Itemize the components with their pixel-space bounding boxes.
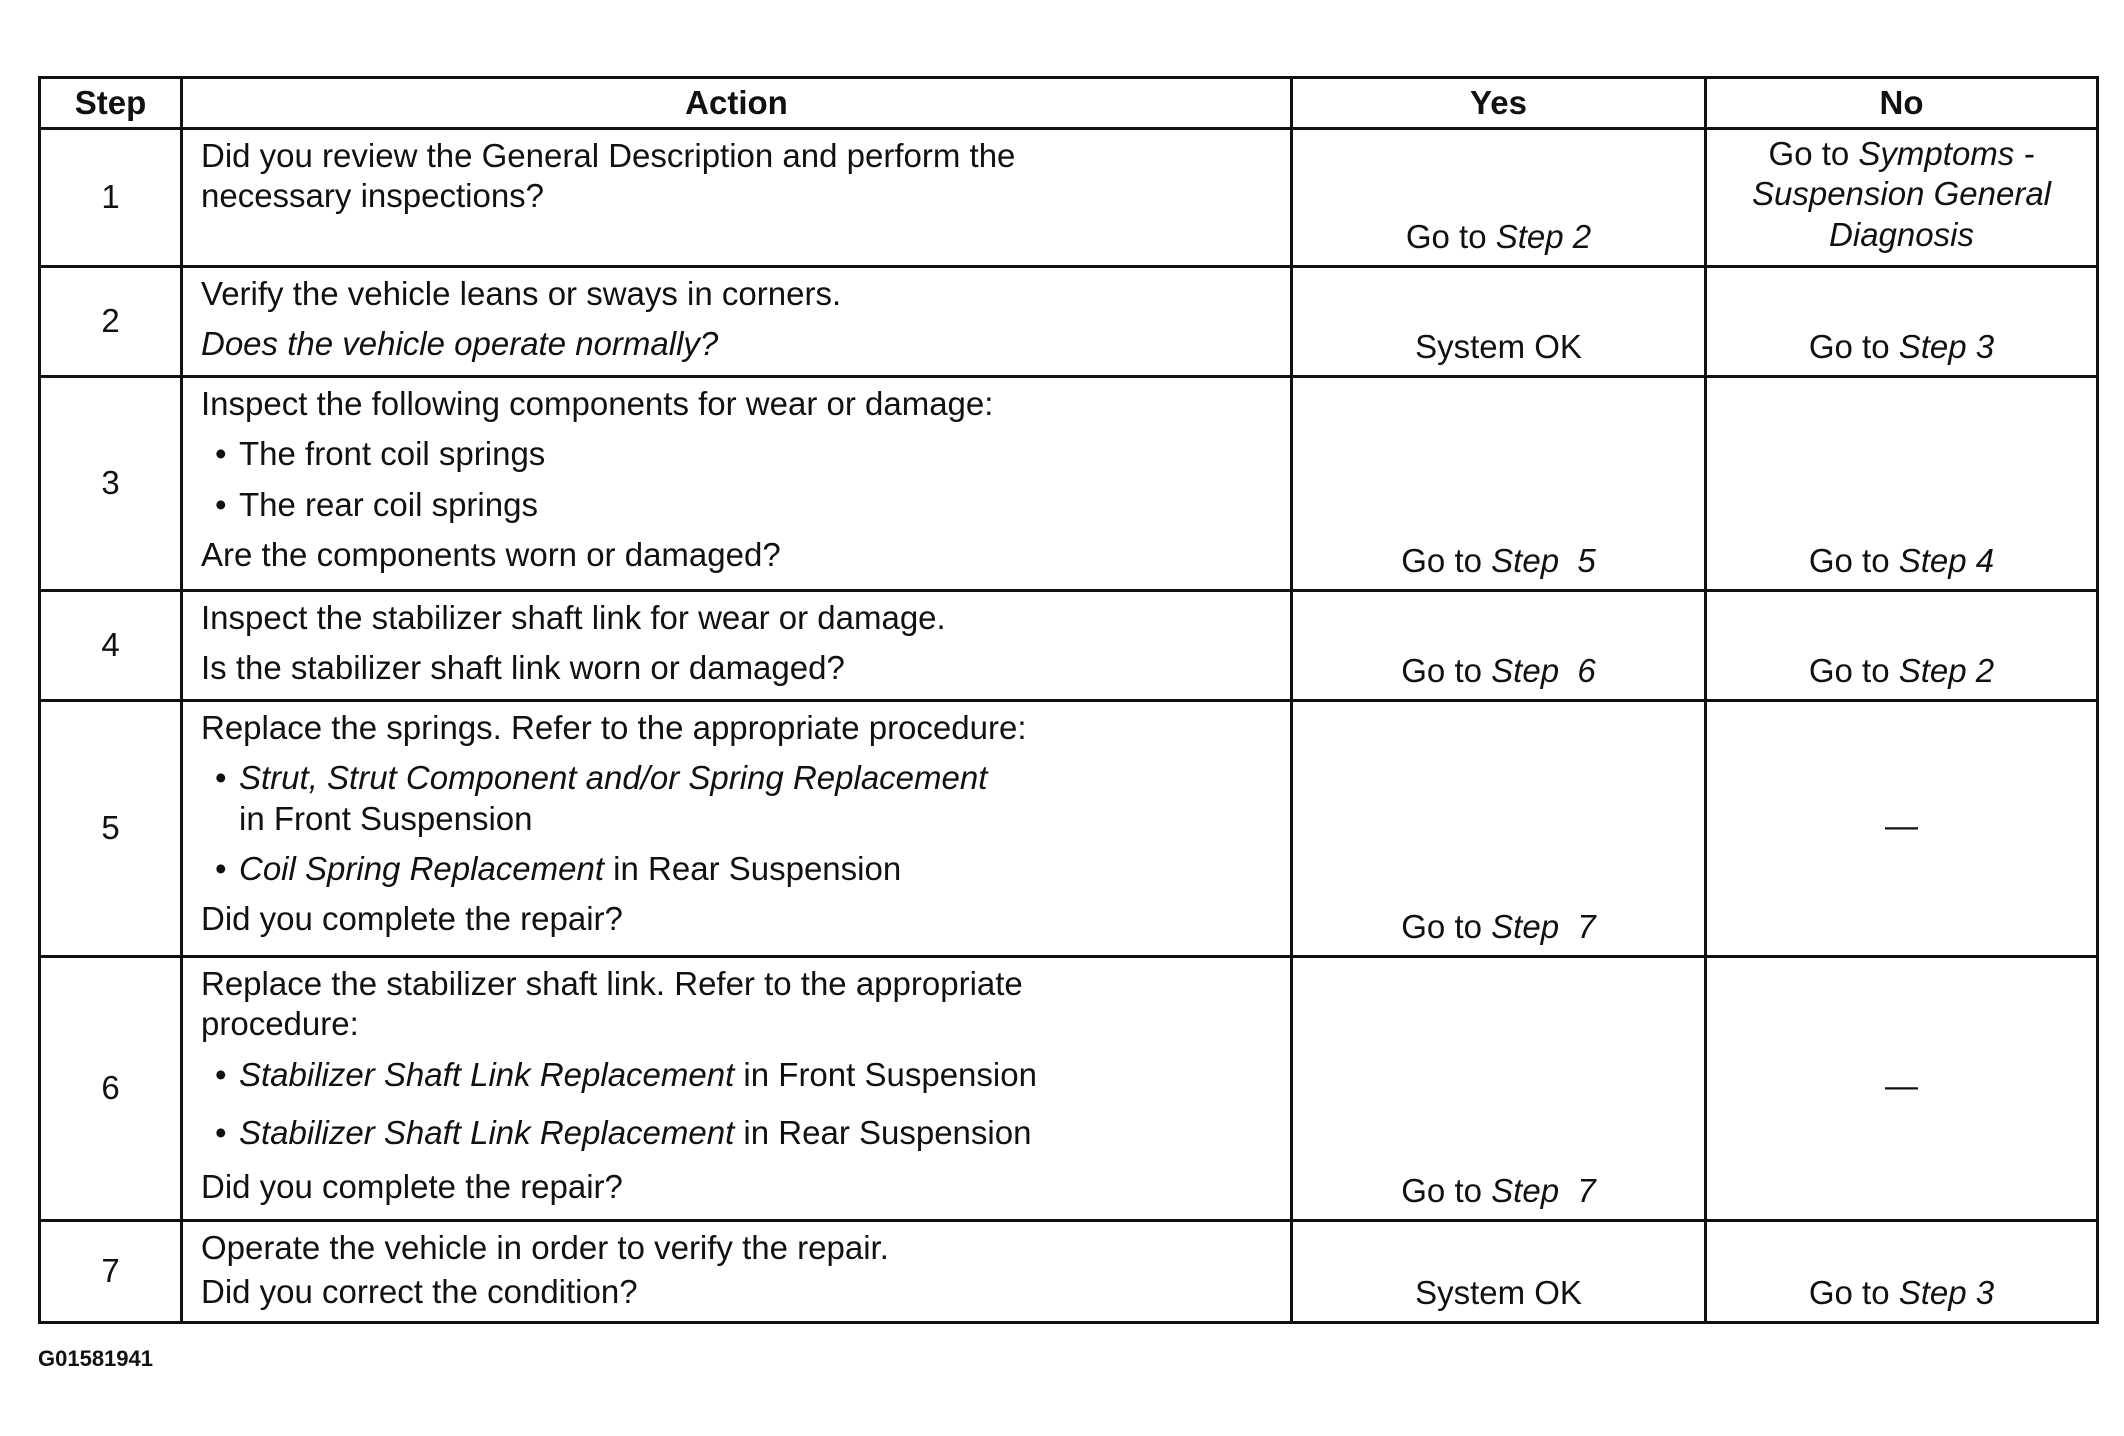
step-number: 3 <box>40 377 182 591</box>
step-number: 7 <box>40 1221 182 1323</box>
no-prefix: Go to <box>1808 651 1899 689</box>
procedure-link: Strut, Strut Component and/or Spring Replacement <box>239 759 988 797</box>
diagnostic-table <box>38 76 2099 1324</box>
bullet-item: • The rear coil springs <box>201 485 1276 525</box>
no-step-ref: Step 3 <box>1898 1273 1995 1311</box>
yes-prefix: Go to <box>1401 541 1492 579</box>
no-cell <box>1706 701 2098 957</box>
step-number: 4 <box>40 591 182 701</box>
header-no: No <box>1706 78 2098 129</box>
action-text: Verify the vehicle leans or sways in corners. <box>201 275 842 312</box>
no-cell <box>1706 267 2098 377</box>
no-cell <box>1706 129 2098 267</box>
no-prefix: Go to <box>1808 327 1899 365</box>
table-row <box>40 701 2098 957</box>
no-step-ref: Step 2 <box>1898 651 1995 689</box>
table-row <box>40 591 2098 701</box>
header-yes: Yes <box>1292 78 1706 129</box>
action-question: Did you complete the repair? <box>201 900 623 937</box>
step-number: 2 <box>40 267 182 377</box>
yes-cell <box>1292 957 1706 1221</box>
bullet-item <box>201 758 1276 839</box>
no-cell <box>1706 377 2098 591</box>
bullet-item: • The front coil springs <box>201 434 1276 474</box>
yes-step-ref: Step 2 <box>1495 217 1592 255</box>
action-text: Operate the vehicle in order to verify the repair. <box>201 1229 889 1266</box>
action-cell <box>182 701 1292 957</box>
yes-cell <box>1292 377 1706 591</box>
action-cell <box>182 267 1292 377</box>
procedure-link: Stabilizer Shaft Link Replacement <box>239 1055 735 1093</box>
no-step-ref: Step 4 <box>1898 541 1995 579</box>
no-cell <box>1706 591 2098 701</box>
no-dash: — <box>1885 807 1918 845</box>
action-text: Replace the springs. Refer to the appropriate procedure: <box>201 709 1027 746</box>
action-text: Inspect the following components for wear or damage: <box>201 385 994 422</box>
bullet-item <box>201 849 1276 889</box>
table-row <box>40 129 2098 267</box>
yes-cell <box>1292 701 1706 957</box>
action-question: Did you complete the repair? <box>201 1168 623 1205</box>
action-text: Inspect the stabilizer shaft link for wear or damage. <box>201 599 946 636</box>
table-row <box>40 1221 2098 1323</box>
table-row <box>40 377 2098 591</box>
action-text: Replace the stabilizer shaft link. Refer to the appropriate <box>201 965 1023 1002</box>
yes-cell <box>1292 591 1706 701</box>
yes-prefix: Go to <box>1401 651 1492 689</box>
header-action: Action <box>182 78 1292 129</box>
header-step: Step <box>40 78 182 129</box>
yes-cell: System OK <box>1292 267 1706 377</box>
no-prefix: Go to <box>1808 1273 1899 1311</box>
no-ref-line1: Symptoms - <box>1858 135 2035 172</box>
action-cell <box>182 957 1292 1221</box>
procedure-location: in Rear Suspension <box>604 849 902 887</box>
no-ref-line3: Diagnosis <box>1829 215 1974 253</box>
step-number: 5 <box>40 701 182 957</box>
action-cell <box>182 1221 1292 1323</box>
procedure-location: in Front Suspension <box>734 1055 1037 1093</box>
action-text: Did you review the General Description and perform the <box>201 137 1016 174</box>
action-cell <box>182 591 1292 701</box>
action-cell <box>182 129 1292 267</box>
yes-step-ref: Step 6 <box>1491 651 1596 689</box>
table-row <box>40 267 2098 377</box>
no-prefix: Go to <box>1808 541 1899 579</box>
yes-prefix: Go to <box>1401 1171 1492 1209</box>
yes-step-ref: Step 7 <box>1491 1171 1596 1209</box>
yes-prefix: Go to <box>1401 907 1492 945</box>
figure-id-label: G01581941 <box>38 1346 153 1371</box>
no-ref-line2: Suspension General <box>1751 175 2052 213</box>
bullet-item <box>201 1055 1276 1095</box>
action-question: Are the components worn or damaged? <box>201 535 781 573</box>
table-row <box>40 957 2098 1221</box>
table-header-row <box>40 78 2098 129</box>
procedure-link: Coil Spring Replacement <box>239 849 605 887</box>
yes-cell <box>1292 129 1706 267</box>
procedure-location: in Rear Suspension <box>734 1113 1032 1151</box>
action-question: Is the stabilizer shaft link worn or damaged? <box>201 649 845 687</box>
yes-step-ref: Step 7 <box>1491 907 1596 945</box>
bullet-item <box>201 1113 1276 1153</box>
action-question: necessary inspections? <box>201 177 545 215</box>
action-question: Does the vehicle operate normally? <box>201 325 719 363</box>
no-prefix: Go to <box>1768 135 1859 172</box>
step-number: 6 <box>40 957 182 1221</box>
procedure-location: in Front Suspension <box>239 799 533 837</box>
action-question: Did you correct the condition? <box>201 1273 638 1311</box>
no-cell <box>1706 1221 2098 1323</box>
step-number: 1 <box>40 129 182 267</box>
action-cell <box>182 377 1292 591</box>
no-cell <box>1706 957 2098 1221</box>
yes-prefix: Go to <box>1405 217 1496 255</box>
yes-step-ref: Step 5 <box>1491 541 1596 579</box>
no-dash: — <box>1885 1067 1918 1105</box>
action-text: procedure: <box>201 1005 359 1043</box>
yes-cell: System OK <box>1292 1221 1706 1323</box>
procedure-link: Stabilizer Shaft Link Replacement <box>239 1113 735 1151</box>
no-step-ref: Step 3 <box>1898 327 1995 365</box>
